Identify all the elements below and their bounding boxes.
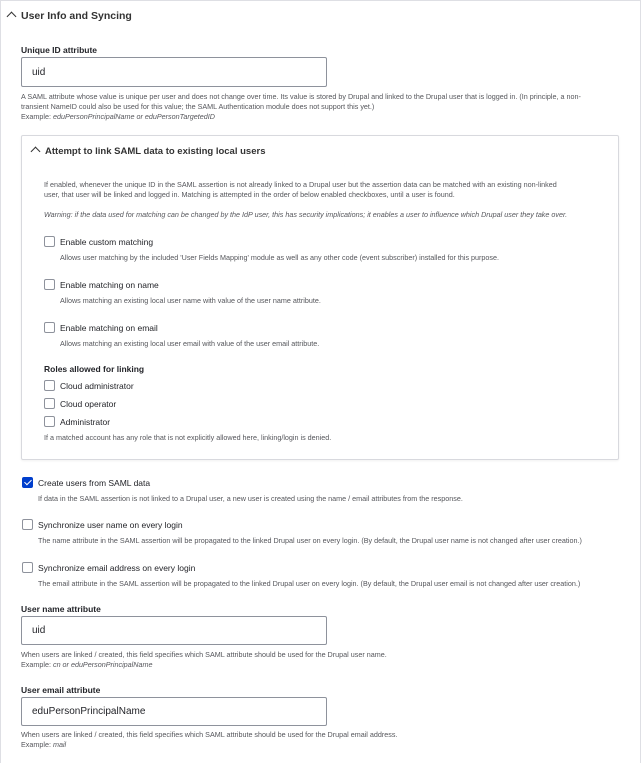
- username-attr-example-value: cn or eduPersonPrincipalName: [52, 660, 153, 669]
- role-administrator-label: Administrator: [60, 417, 111, 427]
- unique-id-example-prefix: Example:: [21, 112, 53, 121]
- enable-matching-name-label: Enable matching on name: [60, 280, 159, 290]
- email-attr-value: eduPersonPrincipalName: [32, 706, 146, 717]
- unique-id-description: [21, 92, 621, 122]
- unique-id-example: [21, 112, 621, 122]
- linking-intro-line1: If enabled, whenever the unique ID in the SAML assertion is not already linked to a Drupal user but the assertion data can be matched with an existing non-linked: [44, 180, 557, 189]
- create-users-label: Create users from SAML data: [38, 478, 151, 488]
- role-cloud-administrator-label: Cloud administrator: [60, 381, 134, 391]
- sync-username-checkbox[interactable]: [22, 519, 33, 530]
- unique-id-description-line2: transient NameID could also be used for this value; the SAML Authentication module does not support this yet.): [21, 102, 375, 111]
- username-attr-example-prefix: Example:: [21, 660, 53, 669]
- chevron-up-icon: [7, 12, 17, 22]
- roles-title: Roles allowed for linking: [44, 364, 145, 374]
- email-attr-description: [21, 730, 621, 750]
- enable-custom-matching-label: Enable custom matching: [60, 237, 154, 247]
- role-cloud-administrator-checkbox[interactable]: [44, 380, 55, 391]
- linking-title: Attempt to link SAML data to existing local users: [45, 146, 266, 157]
- username-attr-example: [21, 660, 621, 670]
- enable-custom-matching-checkbox[interactable]: [44, 236, 55, 247]
- unique-id-description-line1: A SAML attribute whose value is unique per user and does not change over time. Its value is stored by Drupal and linked to the Drupal user that is logged in. (In principle, a non-: [21, 92, 581, 101]
- email-attr-example-value: mail: [52, 740, 67, 749]
- linking-intro-line2: user, that user will be linked and logged in. Matching is attempted in the order of below enabled checkboxes, until a user is found.: [44, 190, 455, 199]
- unique-id-label: Unique ID attribute: [21, 45, 98, 55]
- enable-matching-name-description: Allows matching an existing local user name with value of the user name attribute.: [60, 296, 321, 305]
- linking-intro: [44, 180, 614, 200]
- role-cloud-operator-label: Cloud operator: [60, 399, 117, 409]
- unique-id-example-value: eduPersonPrincipalName or eduPersonTargetedID: [52, 112, 215, 121]
- enable-matching-name-checkbox[interactable]: [44, 279, 55, 290]
- username-attr-input[interactable]: [21, 616, 327, 645]
- enable-matching-email-label: Enable matching on email: [60, 323, 158, 333]
- linking-toggle[interactable]: [32, 146, 265, 157]
- sync-email-checkbox[interactable]: [22, 562, 33, 573]
- email-attr-description-text: When users are linked / created, this field specifies which SAML attribute should be used for the Drupal email address.: [21, 730, 398, 739]
- chevron-up-icon: [31, 147, 41, 157]
- linking-warning-text: Warning: if the data used for matching can be changed by the IdP user, this has security implications; it enables a user to influence which Drupal user they take over.: [44, 210, 568, 219]
- username-attr-value: uid: [32, 625, 46, 636]
- enable-matching-email-checkbox[interactable]: [44, 322, 55, 333]
- email-attr-input[interactable]: [21, 697, 327, 726]
- unique-id-input[interactable]: [21, 57, 327, 87]
- email-attr-example: [21, 740, 621, 750]
- unique-id-value: uid: [32, 66, 46, 78]
- email-attr-label: User email attribute: [21, 685, 101, 695]
- email-attr-example-prefix: Example:: [21, 740, 53, 749]
- role-cloud-operator-checkbox[interactable]: [44, 398, 55, 409]
- section-title: User Info and Syncing: [21, 10, 132, 22]
- section-toggle[interactable]: [8, 10, 132, 22]
- linking-details: [21, 135, 619, 460]
- enable-matching-email-description: Allows matching an existing local user email with value of the user email attribute.: [60, 339, 320, 348]
- create-users-checkbox[interactable]: [22, 477, 33, 488]
- sync-email-description: The email attribute in the SAML assertion will be propagated to the linked Drupal user on every login. (By default, the Drupal user email is not changed after user creation.): [38, 579, 581, 588]
- create-users-description: If data in the SAML assertion is not linked to a Drupal user, a new user is created using the name / email attributes from the response.: [38, 494, 463, 503]
- role-administrator-checkbox[interactable]: [44, 416, 55, 427]
- roles-description: If a matched account has any role that is not explicitly allowed here, linking/login is denied.: [44, 433, 332, 442]
- sync-username-label: Synchronize user name on every login: [38, 520, 183, 530]
- username-attr-label: User name attribute: [21, 604, 101, 614]
- username-attr-description-text: When users are linked / created, this field specifies which SAML attribute should be used for the Drupal user name.: [21, 650, 387, 659]
- enable-custom-matching-description: Allows user matching by the included 'User Fields Mapping' module as well as any other code (event subscriber) installed for this purpose.: [60, 253, 500, 262]
- linking-warning: [44, 210, 614, 220]
- sync-username-description: The name attribute in the SAML assertion will be propagated to the linked Drupal user on every login. (By default, the Drupal user name is not changed after user creation.): [38, 536, 582, 545]
- sync-email-label: Synchronize email address on every login: [38, 563, 196, 573]
- username-attr-description: [21, 650, 621, 670]
